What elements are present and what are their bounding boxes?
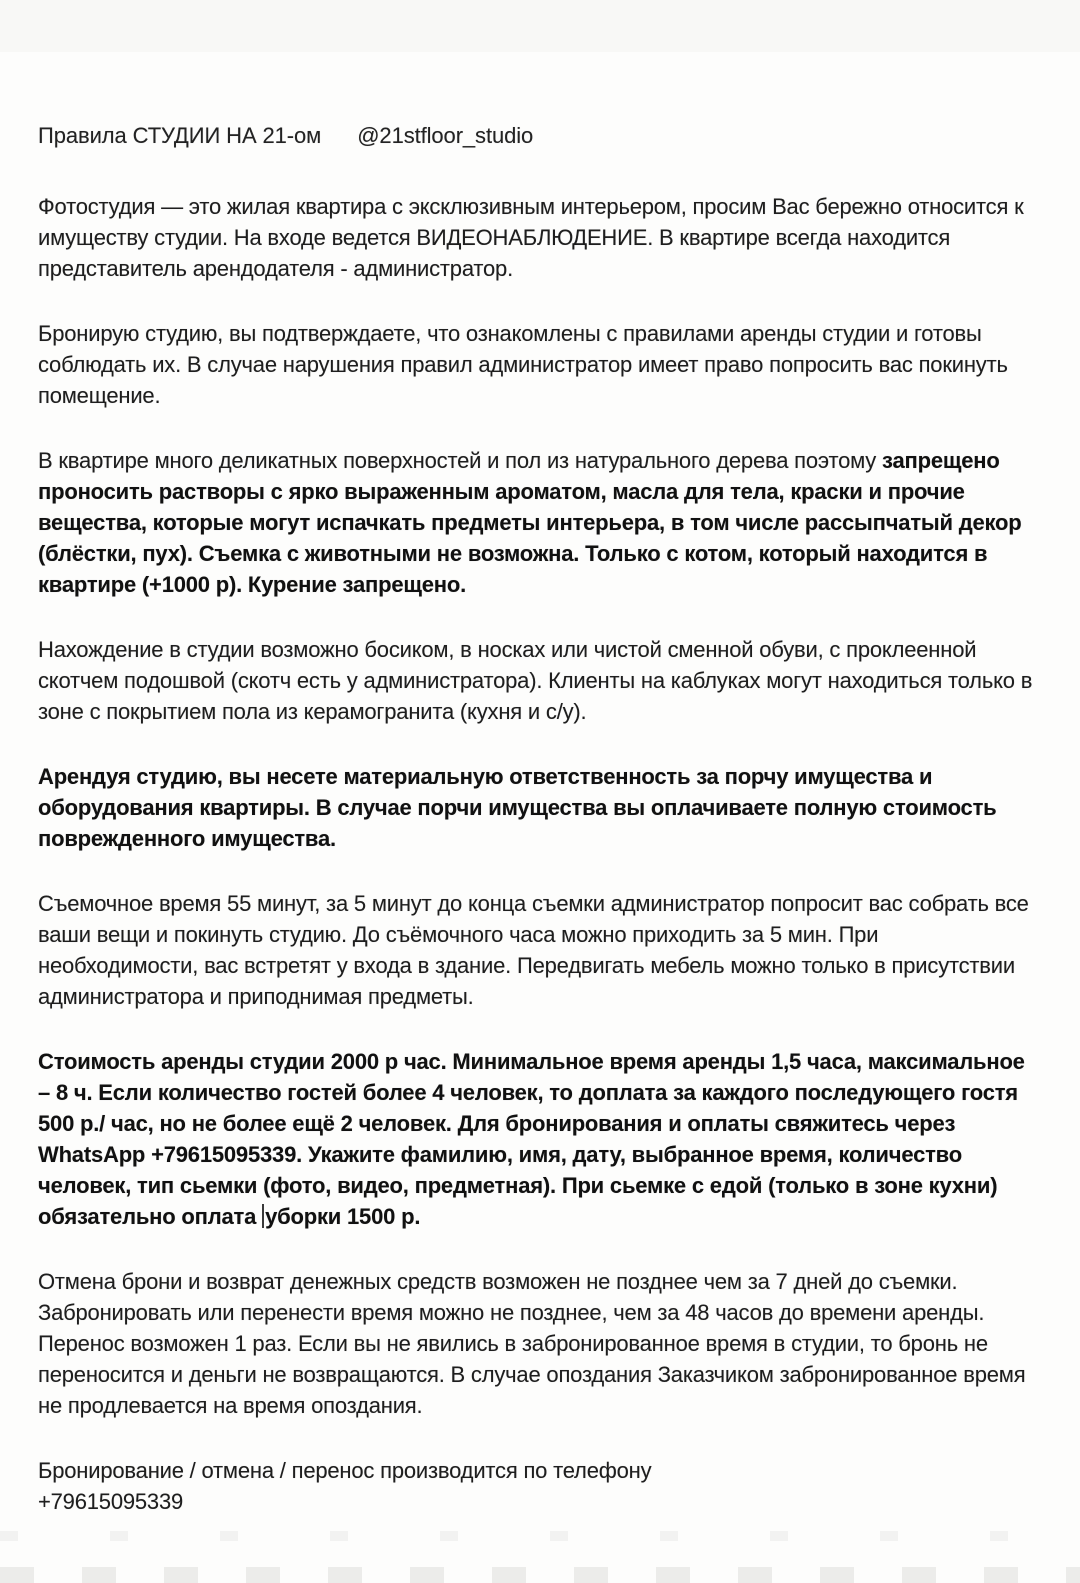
scan-artifact-speckle (0, 1531, 1080, 1541)
text-segment: Стоимость аренды студии 2000 р час. Минимальное время аренды 1,5 часа, максимальное – 8 ч. Если количество гостей более 4 человек, то доплата за каждого последующего гостя 500 р./ час, но не более ещё 2 человек. Для бронирования и оплаты свяжитесь через WhatsApp +79615095339. Укажите фамилию, имя, дату, выбранное время, количество человек, тип сьемки (фото, видео, предметная). При сьемке с едой (только в зоне кухни) обязательно оплата (38, 1049, 1025, 1229)
text-segment: Съемочное время 55 минут, за 5 минут до конца съемки администратор попросит вас собрать все ваши вещи и покинуть студию. До съёмочного часа можно приходить за 5 мин. При необходимости, вас встретят у входа в здание. Передвигать мебель можно только в присутствии администратора и приподнимая предметы. (38, 891, 1029, 1009)
text-segment: +79615095339 (38, 1489, 184, 1514)
paragraph-contact-phone (38, 1455, 1042, 1517)
text-segment: Фотостудия — это жилая квартира с эксклюзивным интерьером, просим Вас бережно относится к имуществу студии. На входе ведется ВИДЕОНАБЛЮДЕНИЕ. В квартире всегда находится представитель арендодателя - администратор. (38, 194, 1024, 281)
paragraph-booking-confirmation (38, 318, 1042, 411)
text-segment: Бронирую студию, вы подтверждаете, что ознакомлены с правилами аренды студии и готовы соблюдать их. В случае нарушения правил администратор имеет право попросить вас покинуть помещение. (38, 321, 1008, 408)
text-segment: уборки 1500 р. (265, 1204, 421, 1229)
text-segment: Бронирование / отмена / перенос производится по телефону (38, 1458, 652, 1483)
page-title (38, 120, 1042, 151)
paragraph-shooting-time (38, 888, 1042, 1012)
paragraph-footwear-rules (38, 634, 1042, 727)
scan-artifact-bottom (0, 1567, 1080, 1583)
paragraph-prohibited-substances (38, 445, 1042, 600)
page-title-text: Правила СТУДИИ НА 21-ом (38, 123, 322, 148)
paragraph-liability (38, 761, 1042, 854)
text-segment: Нахождение в студии возможно босиком, в носках или чистой сменной обуви, с проклеенной скотчем подошвой (скотч есть у администратора). Клиенты на каблуках могут находиться только в зоне с покрытием пола из керамогранита (кухня и с/у). (38, 637, 1033, 724)
text-cursor (262, 1204, 264, 1228)
document-body (38, 191, 1042, 1517)
text-segment: Отмена брони и возврат денежных средств возможен не позднее чем за 7 дней до съемки. Забронировать или перенести время можно не позднее, чем за 48 часов до времени аренды. Перенос возможен 1 раз. Если вы не явились в забронированное время в студии, то бронь не переносится и деньги не возвращаются. В случае опоздания Заказчиком забронированное время не продлевается на время опоздания. (38, 1269, 1026, 1418)
studio-handle: @21stfloor_studio (357, 123, 534, 148)
paragraph-intro (38, 191, 1042, 284)
text-segment: Арендуя студию, вы несете материальную ответственность за порчу имущества и оборудования квартиры. В случае порчи имущества вы оплачиваете полную стоимость поврежденного имущества. (38, 764, 997, 851)
text-segment: запрещено проносить растворы с ярко выраженным ароматом, масла для тела, краски и прочие вещества, которые могут испачкать предметы интерьера, в том числе рассыпчатый декор (блёстки, пух). Съемка с животными не возможна. Только с котом, который находится в квартире (+1000 р). Курение запрещено. (38, 448, 1022, 597)
text-segment: В квартире много деликатных поверхностей и пол из натурального дерева поэтому (38, 448, 883, 473)
paragraph-cancellation-policy (38, 1266, 1042, 1421)
paragraph-pricing-booking (38, 1046, 1042, 1232)
